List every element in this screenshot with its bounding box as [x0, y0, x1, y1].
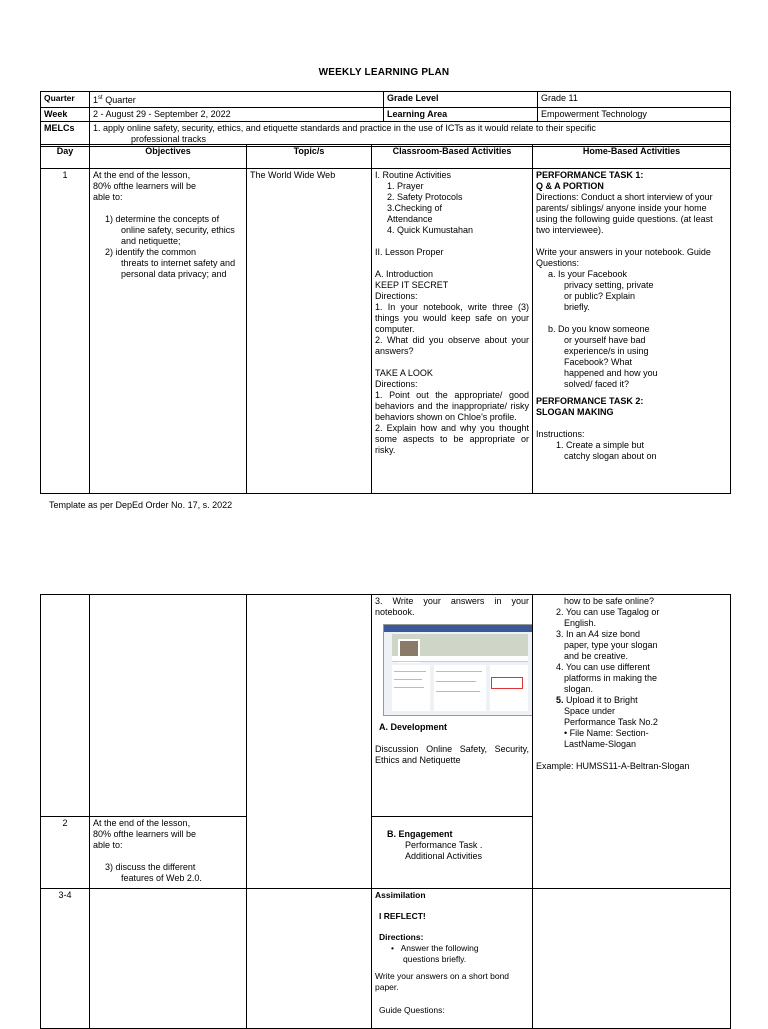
home-write: Write your answers in your notebook. Guide Questions:	[536, 247, 711, 268]
instruction-item: catchy slogan about on	[564, 451, 657, 461]
instruction-number: 5.	[556, 695, 564, 705]
keep-it-secret: KEEP IT SECRET	[375, 280, 449, 290]
question-a: privacy setting, private	[564, 280, 654, 290]
grade-value: Grade 11	[538, 92, 731, 108]
obj-text: At the end of the lesson,	[93, 170, 191, 180]
template-note: Template as per DepEd Order No. 17, s. 2022	[49, 500, 233, 510]
instruction-item: paper, type your slogan	[564, 640, 658, 650]
home-directions: Directions: Conduct a short interview of your parents/ siblings/ anyone inside your home using the following guide questions. (at least two interviewee).	[536, 192, 713, 235]
home-cell-p2	[533, 595, 731, 889]
instruction-item: how to be safe online?	[564, 596, 655, 606]
week-value: 2 - August 29 - September 2, 2022	[90, 108, 384, 122]
area-value: Empowerment Technology	[538, 108, 731, 122]
quarter-value: 1st Quarter	[90, 92, 384, 108]
objectives-cell-blank	[90, 595, 247, 817]
i-reflect-heading: I REFLECT!	[379, 911, 426, 921]
instruction-item: 1. Create a simple but	[556, 440, 645, 450]
assimilation-heading: Assimilation	[375, 890, 426, 900]
classroom-cell-p2	[372, 595, 533, 817]
melcs-line1: 1. apply online safety, security, ethics, and etiquette standards and practice in the use of ICTs as it would relate to their specific	[93, 123, 596, 133]
melcs-label: MELCs	[41, 122, 90, 147]
col-objectives: Objectives	[90, 145, 247, 169]
question-b: Facebook? What	[564, 357, 633, 367]
guide-questions-label: Guide Questions:	[379, 1005, 445, 1015]
header-table	[40, 91, 731, 147]
instruction-item: English.	[564, 618, 597, 628]
obj-item: 2) identify the common	[105, 247, 197, 257]
routine-item: 1. Prayer	[387, 181, 424, 191]
facebook-profile-screenshot	[383, 624, 533, 716]
performance-task-2: PERFORMANCE TASK 2:	[536, 396, 644, 406]
engagement-heading: B. Engagement	[387, 829, 453, 839]
obj-item: 1) determine the concepts of	[105, 214, 220, 224]
example-text: Example: HUMSS11-A-Beltran-Slogan	[536, 761, 690, 771]
direction-item: 3. Write your answers in your notebook.	[375, 596, 529, 617]
page-title: WEEKLY LEARNING PLAN	[318, 67, 450, 78]
classroom-cell	[372, 169, 533, 494]
instruction-text: Upload it to Bright	[566, 695, 638, 705]
home-cell-3	[533, 889, 731, 1029]
direction-item: 1. Point out the appropriate/ good behaviors and the inappropriate/ risky behaviors shown on Chloe's profile.	[375, 390, 529, 422]
melcs-value	[90, 122, 731, 147]
objectives-cell	[90, 169, 247, 494]
question-a: or public? Explain	[564, 291, 636, 301]
instruction-item	[536, 695, 727, 706]
classroom-cell-3	[372, 889, 533, 1029]
week-label: Week	[41, 108, 90, 122]
obj-item: and netiquette;	[121, 236, 181, 246]
instructions-label: Instructions:	[536, 429, 585, 439]
obj-item: threats to internet safety and	[121, 258, 236, 268]
introduction-heading: A. Introduction	[375, 269, 434, 279]
question-b: happened and how you	[564, 368, 658, 378]
obj-text: able to:	[93, 192, 123, 202]
routine-heading: I. Routine Activities	[375, 170, 452, 180]
instruction-item: Performance Task No.2	[564, 717, 658, 727]
instruction-item: and be creative.	[564, 651, 629, 661]
take-a-look: TAKE A LOOK	[375, 368, 433, 378]
obj-text: 80% ofthe learners will be	[93, 829, 197, 839]
col-topics: Topic/s	[247, 145, 372, 169]
engagement-item: Performance Task .	[405, 840, 483, 850]
discussion-text: Discussion Online Safety, Security, Ethics and Netiquette	[375, 744, 529, 765]
engagement-item: Additional Activities	[405, 851, 483, 861]
melcs-line2: professional tracks	[131, 134, 207, 144]
performance-task-1: PERFORMANCE TASK 1:	[536, 170, 644, 180]
question-a: briefly.	[564, 302, 590, 312]
development-heading: A. Development	[379, 722, 448, 732]
day-3-4: 3-4	[41, 889, 90, 1029]
objectives-cell-3	[90, 889, 247, 1029]
bullet-text: Answer the following	[400, 943, 479, 953]
instruction-item: 2. You can use Tagalog or	[556, 607, 660, 617]
home-cell	[533, 169, 731, 494]
instruction-item: LastName-Slogan	[564, 739, 637, 749]
area-label: Learning Area	[384, 108, 538, 122]
instruction-item: • File Name: Section-	[564, 728, 649, 738]
instruction-item: Space under	[564, 706, 616, 716]
instruction-item: 3. In an A4 size bond	[556, 629, 641, 639]
directions-label: Directions:	[379, 932, 424, 942]
question-a: a. Is your Facebook	[548, 269, 628, 279]
obj-item: personal data privacy; and	[121, 269, 227, 279]
quarter-label: Quarter	[41, 92, 90, 108]
objectives-cell-2	[90, 817, 247, 889]
topic-cell-3	[247, 889, 372, 1029]
question-b: b. Do you know someone	[548, 324, 650, 334]
bullet-text: questions briefly.	[403, 954, 467, 964]
performance-task-2-title: SLOGAN MAKING	[536, 407, 614, 417]
topic-cell-blank	[247, 595, 372, 889]
bullet-item: • Answer the following	[391, 943, 479, 953]
directions-label: Directions:	[375, 379, 418, 389]
day-2: 2	[41, 817, 90, 889]
directions-label: Directions:	[375, 291, 418, 301]
classroom-cell-2	[372, 817, 533, 889]
obj-item: 3) discuss the different	[105, 862, 196, 872]
col-home: Home-Based Activities	[533, 145, 731, 169]
direction-item: 1. In your notebook, write three (3) things you would keep safe on your computer.	[375, 302, 529, 334]
plan-table-page1	[40, 144, 731, 494]
topic-cell: The World Wide Web	[247, 169, 372, 494]
routine-item: 4. Quick Kumustahan	[387, 225, 474, 235]
question-b: or yourself have bad	[564, 335, 646, 345]
col-classroom: Classroom-Based Activities	[372, 145, 533, 169]
routine-item: Attendance	[387, 214, 433, 224]
day-1: 1	[41, 169, 90, 494]
question-b: solved/ faced it?	[564, 379, 630, 389]
instruction-item: platforms in making the	[564, 673, 658, 683]
obj-item: features of Web 2.0.	[121, 873, 202, 883]
direction-item: 2. Explain how and why you thought some aspects to be appropriate or risky.	[375, 423, 529, 455]
col-day: Day	[41, 145, 90, 169]
routine-item: 2. Safety Protocols	[387, 192, 463, 202]
instruction-item: slogan.	[564, 684, 594, 694]
direction-item: 2. What did you observe about your answers?	[375, 335, 529, 356]
question-b: experience/s in using	[564, 346, 649, 356]
performance-task-1-title: Q & A PORTION	[536, 181, 604, 191]
obj-text: 80% ofthe learners will be	[93, 181, 197, 191]
lesson-proper: II. Lesson Proper	[375, 247, 444, 257]
obj-text: At the end of the lesson,	[93, 818, 191, 828]
instruction-item: 4. You can use different	[556, 662, 650, 672]
obj-item: online safety, security, ethics	[121, 225, 235, 235]
grade-label: Grade Level	[384, 92, 538, 108]
write-instruction: Write your answers on a short bond paper.	[375, 971, 510, 992]
routine-item: 3.Checking of	[387, 203, 443, 213]
obj-text: able to:	[93, 840, 123, 850]
day-cell-blank	[41, 595, 90, 817]
plan-table-page2	[40, 594, 731, 1029]
